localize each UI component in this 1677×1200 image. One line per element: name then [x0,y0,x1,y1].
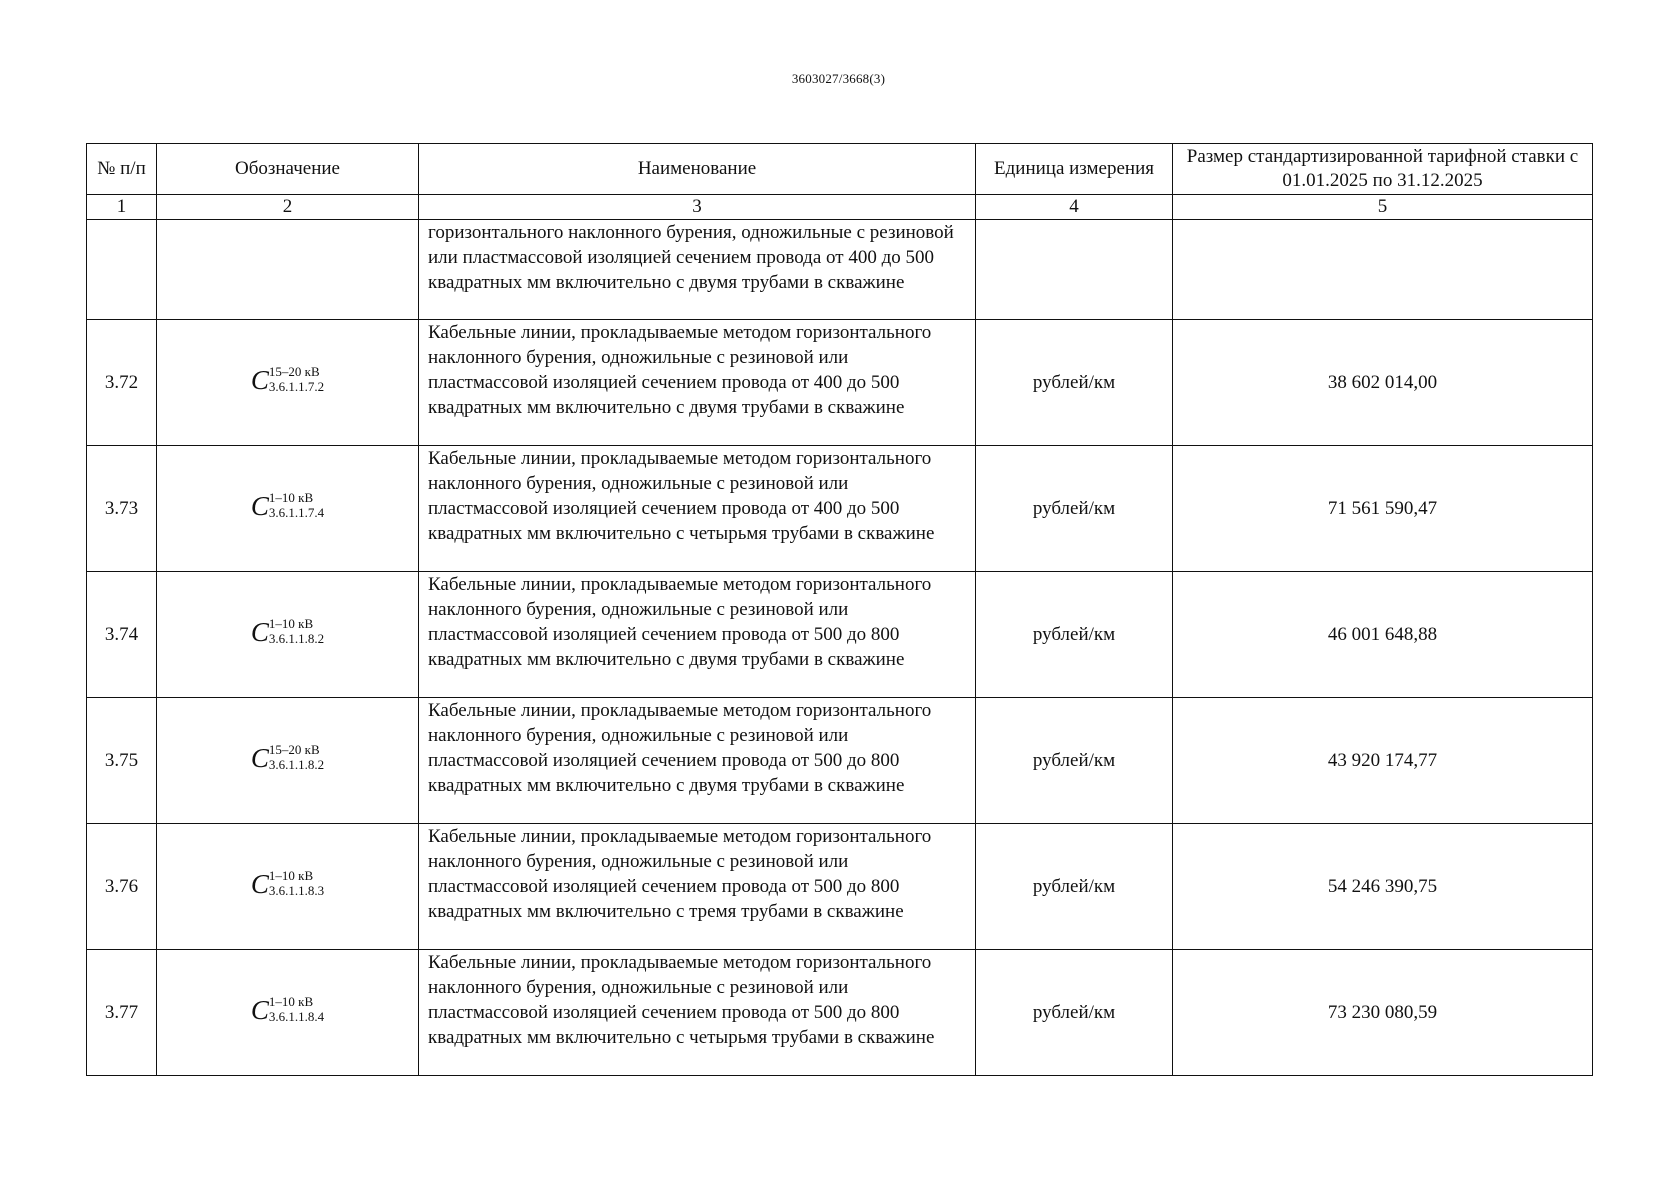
cell-code [157,572,419,698]
cell-code [157,698,419,824]
header-unit: Единица измерения [976,144,1173,195]
code-letter: C [250,365,269,396]
tariff-code [250,867,325,900]
column-number: 1 [87,195,157,220]
cell-name: Кабельные линии, прокладываемые методом горизонтального наклонного бурения, одножильные с резиновой или пластмассовой изоляцией сечением провода от 500 до 800 квадратных мм включительно с четырьмя трубами в скважине [419,950,976,1076]
code-voltage: 15–20 кВ [268,741,320,757]
cell-name: Кабельные линии, прокладываемые методом горизонтального наклонного бурения, одножильные с резиновой или пластмассовой изоляцией сечением провода от 500 до 800 квадратных мм включительно с двумя трубами в скважине [419,698,976,824]
code-letter: C [250,869,269,900]
column-number: 4 [976,195,1173,220]
header-code: Обозначение [157,144,419,195]
document-number: 3603027/3668(3) [791,71,886,86]
header-num: № п/п [87,144,157,195]
tariff-code [250,741,325,774]
cell-num [87,220,157,320]
cell-unit: рублей/км [976,824,1173,950]
code-voltage: 1–10 кВ [268,867,314,883]
cell-code [157,320,419,446]
code-voltage: 1–10 кВ [268,489,314,505]
column-number: 3 [419,195,976,220]
cell-name: Кабельные линии, прокладываемые методом горизонтального наклонного бурения, одножильные с резиновой или пластмассовой изоляцией сечением провода от 400 до 500 квадратных мм включительно с двумя трубами в скважине [419,320,976,446]
cell-num: 3.77 [87,950,157,1076]
code-voltage: 1–10 кВ [268,615,314,631]
table-row [87,572,1593,698]
cell-num: 3.73 [87,446,157,572]
cell-unit: рублей/км [976,446,1173,572]
code-letter: C [250,617,269,648]
column-number: 2 [157,195,419,220]
cell-rate: 54 246 390,75 [1173,824,1593,950]
cell-unit: рублей/км [976,698,1173,824]
table-row [87,950,1593,1076]
cell-unit: рублей/км [976,572,1173,698]
cell-name: Кабельные линии, прокладываемые методом горизонтального наклонного бурения, одножильные с резиновой или пластмассовой изоляцией сечением провода от 400 до 500 квадратных мм включительно с четырьмя трубами в скважине [419,446,976,572]
cell-code [157,824,419,950]
cell-rate: 43 920 174,77 [1173,698,1593,824]
table-row [87,320,1593,446]
cell-unit: рублей/км [976,320,1173,446]
column-number: 5 [1173,195,1593,220]
cell-unit [976,220,1173,320]
code-index: 3.6.1.1.7.4 [268,504,325,520]
cell-unit: рублей/км [976,950,1173,1076]
cell-num: 3.75 [87,698,157,824]
table-row [87,824,1593,950]
code-letter: C [250,491,269,522]
cell-num: 3.76 [87,824,157,950]
cell-name: горизонтального наклонного бурения, одножильные с резиновой или пластмассовой изоляцией сечением провода от 400 до 500 квадратных мм включительно с двумя трубами в скважине [419,220,976,320]
cell-rate: 71 561 590,47 [1173,446,1593,572]
cell-name: Кабельные линии, прокладываемые методом горизонтального наклонного бурения, одножильные с резиновой или пластмассовой изоляцией сечением провода от 500 до 800 квадратных мм включительно с тремя трубами в скважине [419,824,976,950]
column-number-row [87,195,1593,220]
cell-rate: 46 001 648,88 [1173,572,1593,698]
cell-name: Кабельные линии, прокладываемые методом горизонтального наклонного бурения, одножильные с резиновой или пластмассовой изоляцией сечением провода от 500 до 800 квадратных мм включительно с двумя трубами в скважине [419,572,976,698]
cell-rate [1173,220,1593,320]
code-index: 3.6.1.1.8.2 [268,756,325,772]
code-letter: C [250,995,269,1026]
code-letter: C [250,743,269,774]
code-index: 3.6.1.1.7.2 [268,378,325,394]
cell-code [157,446,419,572]
header-name: Наименование [419,144,976,195]
cell-rate: 73 230 080,59 [1173,950,1593,1076]
cell-code [157,950,419,1076]
cell-num: 3.72 [87,320,157,446]
header-rate: Размер стандартизированной тарифной ставки с 01.01.2025 по 31.12.2025 [1173,144,1593,195]
code-voltage: 15–20 кВ [268,363,320,379]
tariff-code [250,489,325,522]
cell-code [157,220,419,320]
code-index: 3.6.1.1.8.2 [268,630,325,646]
code-index: 3.6.1.1.8.4 [268,1008,325,1024]
code-voltage: 1–10 кВ [268,993,314,1009]
tariff-table [86,143,1593,1076]
continuation-row [87,220,1593,320]
tariff-code [250,993,325,1026]
code-index: 3.6.1.1.8.3 [268,882,325,898]
cell-num: 3.74 [87,572,157,698]
header-row [87,144,1593,195]
table-row [87,446,1593,572]
tariff-code [250,363,325,396]
table-row [87,698,1593,824]
tariff-code [250,615,325,648]
cell-rate: 38 602 014,00 [1173,320,1593,446]
